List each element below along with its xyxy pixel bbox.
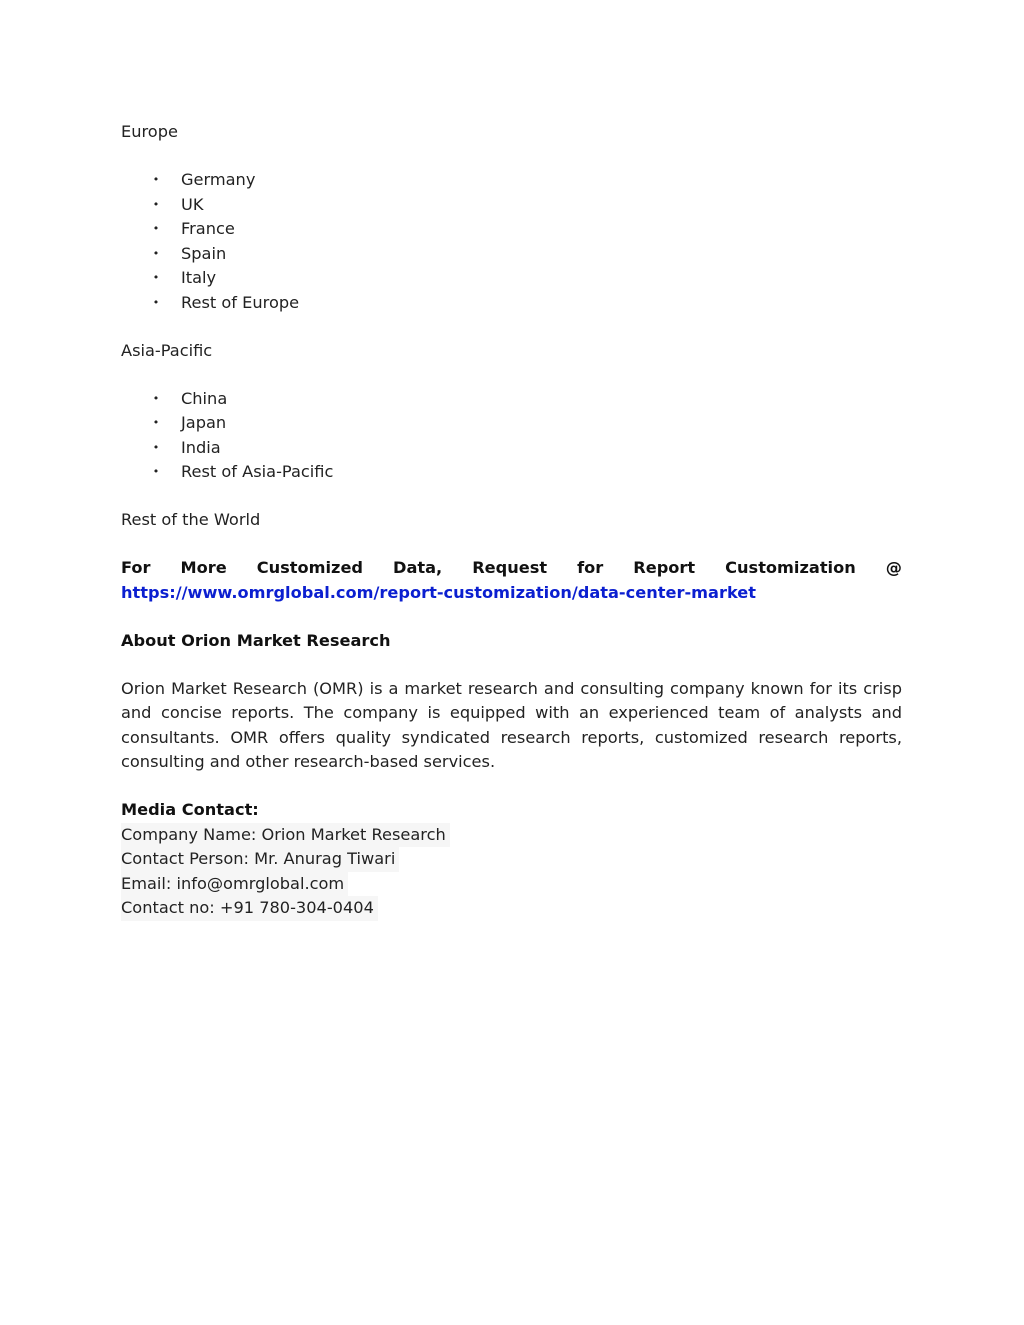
spacer xyxy=(121,775,902,799)
cta-word: More xyxy=(180,558,227,577)
bullet-icon: • xyxy=(152,173,160,186)
spacer xyxy=(121,533,902,557)
bullet-icon: • xyxy=(152,197,160,211)
list-item: • Japan xyxy=(121,411,902,436)
list-item: • Spain xyxy=(121,242,902,267)
region-heading-asia-pacific: Asia-Pacific xyxy=(121,340,213,360)
contact-person: Contact Person: Mr. Anurag Tiwari xyxy=(121,847,399,872)
contact-phone: Contact no: +91 780-304-0404 xyxy=(121,896,378,921)
contact-company: Company Name: Orion Market Research xyxy=(121,823,450,848)
cta-word: for xyxy=(577,558,604,577)
spacer xyxy=(121,653,902,677)
region-heading-europe: Europe xyxy=(121,122,178,141)
list-item: • China xyxy=(121,387,902,412)
list-item: • Germany xyxy=(121,168,902,193)
cta-word: @ xyxy=(885,558,902,577)
media-contact-heading: Media Contact: xyxy=(121,800,259,819)
list-item: • India xyxy=(121,436,902,461)
list-item: • Rest of Asia-Pacific xyxy=(121,460,902,485)
bullet-icon: • xyxy=(152,295,160,309)
customization-cta-text xyxy=(121,556,902,581)
list-item: • France xyxy=(121,217,902,242)
list-item: • UK xyxy=(121,193,902,218)
cta-word: Customization xyxy=(725,558,856,577)
bullet-icon: • xyxy=(152,271,160,284)
bullet-icon: • xyxy=(152,246,160,260)
bullet-icon: • xyxy=(152,465,160,478)
cta-word: Report xyxy=(633,558,696,577)
bullet-icon: • xyxy=(152,440,160,454)
bullet-icon: • xyxy=(152,416,160,429)
region-heading-rest-of-world: Rest of the World xyxy=(121,510,261,529)
list-item: • Italy xyxy=(121,266,902,291)
cta-word: Data, xyxy=(393,558,443,577)
cta-word: Customized xyxy=(256,558,364,577)
document-page xyxy=(121,120,902,921)
asia-pacific-country-list xyxy=(121,387,902,485)
europe-country-list xyxy=(121,168,902,315)
report-customization-link[interactable]: https://www.omrglobal.com/report-customization/data-center-market xyxy=(121,582,756,602)
list-item: • Rest of Europe xyxy=(121,291,902,316)
spacer xyxy=(121,605,902,629)
contact-email[interactable]: Email: info@omrglobal.com xyxy=(121,872,348,897)
bullet-icon: • xyxy=(152,391,160,405)
bullet-icon: • xyxy=(152,222,160,235)
cta-word: Request xyxy=(472,558,548,577)
about-paragraph: Orion Market Research (OMR) is a market research and consulting company known for its crisp and concise reports. The company is equipped with an experienced team of analysts and consultants. OMR offers quality syndicated research reports, customized research reports, consulting and other research-based services. xyxy=(121,678,902,771)
about-heading: About Orion Market Research xyxy=(121,630,391,650)
cta-word: For xyxy=(121,558,151,577)
